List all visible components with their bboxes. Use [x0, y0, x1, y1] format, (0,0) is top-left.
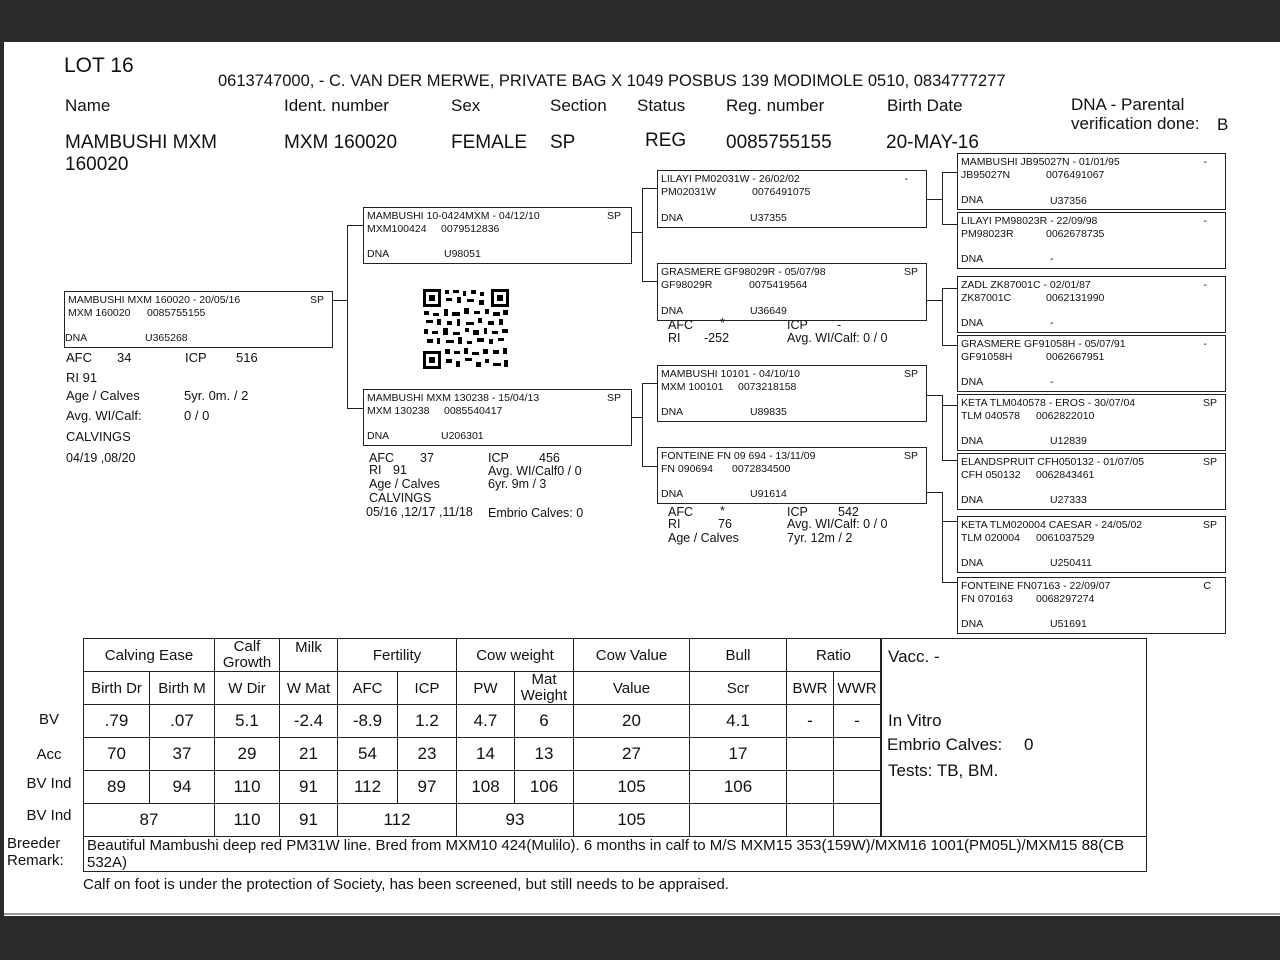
ggp-ident: ZK87001C — [961, 292, 1012, 304]
acc-cell: 29 — [215, 738, 280, 771]
acc-cell: 17 — [690, 738, 787, 771]
row-label-bvind: BV Ind — [26, 775, 72, 792]
acc-cell: 21 — [280, 738, 338, 771]
bvind-cell — [834, 771, 881, 804]
ggp-dna-label: DNA — [961, 194, 984, 206]
connector — [942, 224, 958, 225]
bvind-group-cell: 87 — [84, 804, 215, 837]
ggp-title: ELANDSPRUIT CFH050132 - 01/07/05 — [961, 456, 1145, 468]
grandparent-box — [657, 263, 927, 321]
dam-calvings-label: CALVINGS — [369, 491, 432, 505]
grandparent-box — [657, 365, 927, 422]
group-header: Milk — [280, 639, 338, 672]
sub-header: AFC — [338, 672, 398, 705]
acc-cell — [787, 738, 834, 771]
gp-ident: MXM 100101 — [661, 381, 724, 393]
bv-cell: 6 — [515, 705, 574, 738]
great-grandparent-box — [957, 335, 1226, 392]
group-header: Cow Value — [574, 639, 690, 672]
dam-embrio: Embrio Calves: 0 — [488, 506, 584, 520]
remark-label-1: Breeder — [7, 835, 61, 852]
acc-cell: 70 — [84, 738, 150, 771]
header-status: Status — [637, 96, 686, 115]
gp-dna-label: DNA — [661, 212, 684, 224]
subject-age: 5yr. 0m. / 2 — [184, 388, 249, 403]
sire-ident: MXM100424 — [367, 223, 427, 235]
gp2-ri-label: RI — [668, 331, 681, 345]
dam-box — [363, 389, 632, 446]
header-dna-2: verification done: — [1071, 114, 1200, 133]
calf-growth-text: Calf Growth — [222, 638, 272, 671]
ggp-ident: FN 070163 — [961, 593, 1013, 605]
gp4-afc: * — [720, 504, 725, 518]
bvind-cell: 110 — [215, 771, 280, 804]
gp-dna: U36649 — [750, 305, 787, 317]
gp-reg: 0072834500 — [732, 463, 791, 475]
gp-section: SP — [903, 266, 918, 278]
animal-sex: FEMALE — [451, 132, 528, 153]
dam-icp: 456 — [539, 451, 560, 465]
animal-reg: 0085755155 — [726, 132, 832, 153]
ggp-dna: - — [1050, 317, 1054, 329]
group-header: Calving Ease — [84, 639, 215, 672]
sub-header-row — [84, 672, 881, 705]
subject-afc: 34 — [117, 350, 132, 365]
connector — [927, 300, 943, 301]
sub-header: Birth M — [150, 672, 215, 705]
gp-reg: 0073218158 — [738, 381, 797, 393]
connector — [927, 199, 943, 200]
ggp-ident: PM98023R — [961, 228, 1014, 240]
gp-dna: U91614 — [750, 488, 787, 500]
gp2-icp: - — [837, 318, 842, 332]
dam-afc-label: AFC — [369, 451, 394, 465]
bvind-cell: 91 — [280, 771, 338, 804]
ggp-section: SP — [1202, 397, 1217, 409]
gp4-ri-label: RI — [668, 517, 681, 531]
great-grandparent-box — [957, 577, 1226, 634]
gp-title: MAMBUSHI 10101 - 04/10/10 — [661, 368, 800, 380]
row-label-bv: BV — [38, 711, 59, 728]
gp-section: - — [904, 173, 908, 185]
sire-dna-label: DNA — [367, 248, 390, 260]
ggp-dna: U37356 — [1050, 195, 1087, 207]
gp2-wi: Avg. WI/Calf: 0 / 0 — [787, 331, 888, 345]
connector — [642, 383, 658, 384]
ggp-section: - — [1203, 215, 1207, 227]
connector — [347, 225, 348, 408]
dam-ri: 91 — [393, 463, 407, 477]
animal-status: REG — [645, 130, 687, 151]
embrio-value: 0 — [1024, 735, 1034, 754]
ggp-reg: 0062678735 — [1046, 228, 1105, 240]
ggp-section: - — [1203, 279, 1207, 291]
sire-section: SP — [606, 210, 621, 222]
dna-value: B — [1217, 115, 1229, 134]
group-header: Ratio — [787, 639, 881, 672]
ggp-title: GRASMERE GF91058H - 05/07/91 — [961, 338, 1126, 350]
bvind-group-cell: 110 — [215, 804, 280, 837]
subject-afc-label: AFC — [66, 350, 92, 365]
empty-cell — [690, 804, 787, 837]
gp-title: GRASMERE GF98029R - 05/07/98 — [661, 266, 826, 278]
dam-calvings: 05/16 ,12/17 ,11/18 — [366, 505, 473, 519]
ggp-dna-label: DNA — [961, 618, 984, 630]
tests-text: Tests: TB, BM. — [888, 761, 999, 780]
ggp-dna: U250411 — [1050, 557, 1092, 569]
acc-row — [84, 738, 881, 771]
connector — [642, 188, 643, 281]
animal-name-1: MAMBUSHI MXM — [65, 132, 217, 153]
bv-cell: 4.1 — [690, 705, 787, 738]
ggp-title: KETA TLM040578 - EROS - 30/07/04 — [961, 397, 1136, 409]
animal-section: SP — [550, 132, 576, 153]
great-grandparent-box — [957, 212, 1226, 269]
bv-cell: - — [834, 705, 881, 738]
sire-dna: U98051 — [444, 248, 481, 260]
acc-cell: 37 — [150, 738, 215, 771]
sire-title: MAMBUSHI 10-0424MXM - 04/12/10 — [367, 210, 540, 222]
gp-section: SP — [903, 450, 918, 462]
breeding-values-table — [83, 638, 881, 837]
ggp-reg: 0061037529 — [1036, 532, 1095, 544]
sub-header — [515, 672, 574, 705]
header-name: Name — [65, 96, 111, 115]
row-label-acc: Acc — [36, 746, 62, 763]
animal-birth: 20-MAY-16 — [886, 132, 979, 153]
ggp-dna-label: DNA — [961, 317, 984, 329]
owner-line: 0613747000, - C. VAN DER MERWE, PRIVATE BAG X 1049 POSBUS 139 MODIMOLE 0510, 0834777277 — [218, 72, 1006, 90]
ggp-dna-label: DNA — [961, 494, 984, 506]
row-label-bvind-2: BV Ind — [26, 807, 72, 824]
empty-cell — [834, 804, 881, 837]
subject-calvings-label: CALVINGS — [66, 429, 131, 444]
mat-weight-text: Mat Weight — [520, 671, 568, 704]
subject-ri: RI 91 — [66, 370, 98, 385]
acc-cell: 54 — [338, 738, 398, 771]
gp-ident: PM02031W — [661, 186, 716, 198]
great-grandparent-box — [957, 153, 1226, 210]
embrio-label: Embrio Calves: — [887, 735, 1003, 754]
footnote: Calf on foot is under the protection of Society, has been screened, but still needs to be appraised. — [83, 876, 729, 893]
dam-section: SP — [606, 392, 621, 404]
animal-name-2: 160020 — [65, 154, 129, 175]
ggp-section: - — [1203, 338, 1207, 350]
page-divider — [4, 913, 1280, 915]
bvind-cell: 105 — [574, 771, 690, 804]
gp4-wi: Avg. WI/Calf: 0 / 0 — [787, 517, 888, 531]
ggp-ident: TLM 020004 — [961, 532, 1020, 544]
connector — [942, 345, 958, 346]
bv-cell: 4.7 — [457, 705, 515, 738]
vacc-title: Vacc. - — [888, 647, 940, 666]
great-grandparent-box — [957, 453, 1226, 510]
gp4-afc-label: AFC — [668, 505, 693, 519]
bv-cell: -8.9 — [338, 705, 398, 738]
gp4-icp: 542 — [838, 505, 859, 519]
ggp-ident: CFH 050132 — [961, 469, 1021, 481]
connector — [942, 521, 958, 522]
dam-ident: MXM 130238 — [367, 405, 430, 417]
ggp-dna: U12839 — [1050, 435, 1087, 447]
subject-section: SP — [309, 294, 324, 306]
bv-cell: 1.2 — [398, 705, 457, 738]
dam-dna-label: DNA — [367, 430, 390, 442]
bvind-cell — [787, 771, 834, 804]
dam-age: 6yr. 9m / 3 — [488, 477, 547, 491]
bvind-group-row — [84, 804, 881, 837]
sire-box — [363, 207, 632, 264]
gp2-icp-label: ICP — [787, 318, 808, 332]
connector — [942, 172, 943, 224]
bv-cell: -2.4 — [280, 705, 338, 738]
ggp-section: - — [1203, 156, 1207, 168]
header-section: Section — [550, 96, 607, 115]
group-header: Fertility — [338, 639, 457, 672]
connector — [942, 405, 958, 406]
subject-age-label: Age / Calves — [66, 388, 140, 403]
great-grandparent-box — [957, 516, 1226, 573]
gp-ident: FN 090694 — [661, 463, 713, 475]
ggp-title: KETA TLM020004 CAESAR - 24/05/02 — [961, 519, 1143, 531]
gp-title: FONTEINE FN 09 694 - 13/11/09 — [661, 450, 816, 462]
qr-code-icon — [422, 288, 510, 370]
subject-reg: 0085755155 — [147, 307, 206, 319]
bvind-group-cell: 91 — [280, 804, 338, 837]
bv-cell: 20 — [574, 705, 690, 738]
connector — [942, 288, 943, 345]
connector — [347, 408, 363, 409]
bvind-cell: 106 — [690, 771, 787, 804]
gp-title: LILAYI PM02031W - 26/02/02 — [661, 173, 800, 185]
bv-cell: .79 — [84, 705, 150, 738]
great-grandparent-box — [957, 394, 1226, 451]
bvind-group-cell: 93 — [457, 804, 574, 837]
connector — [332, 300, 348, 301]
bvind-cell: 97 — [398, 771, 457, 804]
dam-dna: U206301 — [441, 430, 484, 442]
breeder-remark: Beautiful Mambushi deep red PM31W line. Bred from MXM10 424(Mulilo). 6 months in calf to M/S MXM15 353(159W)/MXM16 1001(PM05L)/MXM15 88(CB 532A) — [83, 836, 1147, 872]
connector — [942, 288, 958, 289]
header-sex: Sex — [451, 96, 481, 115]
dam-afc: 37 — [420, 451, 434, 465]
bvind-cell: 89 — [84, 771, 150, 804]
ggp-dna: U51691 — [1050, 618, 1087, 630]
connector — [942, 582, 958, 583]
ggp-ident: TLM 040578 — [961, 410, 1020, 422]
gp2-ri: -252 — [704, 331, 730, 345]
group-header-row — [84, 639, 881, 672]
ggp-title: LILAYI PM98023R - 22/09/98 — [961, 215, 1098, 227]
ggp-ident: GF91058H — [961, 351, 1013, 363]
gp-reg: 0075419564 — [749, 279, 808, 291]
connector — [347, 225, 363, 226]
bvind-cell: 112 — [338, 771, 398, 804]
sire-reg: 0079512836 — [441, 223, 500, 235]
dam-icp-label: ICP — [488, 451, 509, 465]
bv-cell: - — [787, 705, 834, 738]
grandparent-box — [657, 170, 927, 228]
ggp-dna-label: DNA — [961, 253, 984, 265]
ggp-section: C — [1203, 580, 1211, 592]
bvind-cell: 106 — [515, 771, 574, 804]
bvind-group-cell: 112 — [338, 804, 457, 837]
group-header: Bull — [690, 639, 787, 672]
ggp-reg: 0062667951 — [1046, 351, 1105, 363]
dam-title: MAMBUSHI MXM 130238 - 15/04/13 — [367, 392, 540, 404]
connector — [642, 281, 658, 282]
sub-header: ICP — [398, 672, 457, 705]
ggp-dna-label: DNA — [961, 435, 984, 447]
subject-dna: U365268 — [145, 332, 188, 344]
connector — [642, 383, 643, 466]
subject-ident: MXM 160020 — [68, 307, 131, 319]
connector — [642, 466, 658, 467]
ggp-reg: 0076491067 — [1046, 169, 1105, 181]
remark-label-2: Remark: — [7, 852, 64, 869]
acc-cell: 13 — [515, 738, 574, 771]
gp-dna-label: DNA — [661, 488, 684, 500]
subject-dna-label: DNA — [65, 332, 88, 344]
empty-cell — [787, 804, 834, 837]
gp-dna-label: DNA — [661, 305, 684, 317]
bvind-group-cell: 105 — [574, 804, 690, 837]
acc-cell — [834, 738, 881, 771]
gp-dna: U89835 — [750, 406, 787, 418]
ggp-dna: - — [1050, 253, 1054, 265]
acc-cell: 27 — [574, 738, 690, 771]
sub-header: Birth Dr — [84, 672, 150, 705]
sub-header: Value — [574, 672, 690, 705]
gp-reg: 0076491075 — [752, 186, 811, 198]
ggp-reg: 0062131990 — [1046, 292, 1105, 304]
group-header: Cow weight — [457, 639, 574, 672]
ggp-dna: U27333 — [1050, 494, 1087, 506]
gp4-age: 7yr. 12m / 2 — [787, 531, 853, 545]
group-header — [215, 639, 280, 672]
subject-icp: 516 — [236, 350, 258, 365]
gp-ident: GF98029R — [661, 279, 713, 291]
dam-wi: Avg. WI/Calf0 / 0 — [488, 464, 582, 478]
ggp-dna-label: DNA — [961, 557, 984, 569]
bvind-row — [84, 771, 881, 804]
vaccination-panel — [881, 638, 1147, 837]
subject-title: MAMBUSHI MXM 160020 - 20/05/16 — [68, 294, 241, 306]
dam-ri-label: RI — [369, 463, 382, 477]
gp-section: SP — [903, 368, 918, 380]
connector — [942, 460, 958, 461]
header-birth: Birth Date — [887, 96, 963, 115]
acc-cell: 23 — [398, 738, 457, 771]
gp4-ri: 76 — [718, 517, 732, 531]
subject-calvings: 04/19 ,08/20 — [66, 451, 136, 465]
dam-reg: 0085540417 — [444, 405, 503, 417]
gp4-age-label: Age / Calves — [668, 531, 739, 545]
bvind-cell: 94 — [150, 771, 215, 804]
acc-cell: 14 — [457, 738, 515, 771]
connector — [942, 172, 958, 173]
ggp-dna: - — [1050, 376, 1054, 388]
great-grandparent-box — [957, 276, 1226, 333]
sub-header: PW — [457, 672, 515, 705]
invitro-label: In Vitro — [888, 711, 942, 730]
connector — [927, 395, 943, 396]
ggp-title: MAMBUSHI JB95027N - 01/01/95 — [961, 156, 1120, 168]
subject-wi-label: Avg. WI/Calf: — [66, 408, 142, 423]
gp-dna-label: DNA — [661, 406, 684, 418]
gp2-afc: * — [720, 316, 725, 330]
header-reg: Reg. number — [726, 96, 825, 115]
header-ident: Ident. number — [284, 96, 389, 115]
sub-header: Scr — [690, 672, 787, 705]
gp-dna: U37355 — [750, 212, 787, 224]
bv-cell: 5.1 — [215, 705, 280, 738]
connector — [942, 492, 943, 582]
header-dna-1: DNA - Parental — [1071, 95, 1185, 114]
animal-ident: MXM 160020 — [284, 132, 398, 153]
ggp-section: SP — [1202, 456, 1217, 468]
subject-box — [64, 291, 333, 348]
grandparent-box — [657, 447, 927, 504]
ggp-reg: 0062843461 — [1036, 469, 1095, 481]
connector — [642, 188, 658, 189]
connector — [927, 492, 943, 493]
ggp-reg: 0068297274 — [1036, 593, 1095, 605]
bvind-cell: 108 — [457, 771, 515, 804]
ggp-title: FONTEINE FN07163 - 22/09/07 — [961, 580, 1111, 592]
ggp-ident: JB95027N — [961, 169, 1011, 181]
gp4-icp-label: ICP — [787, 505, 808, 519]
dam-age-label: Age / Calves — [369, 477, 440, 491]
ggp-reg: 0062822010 — [1036, 410, 1095, 422]
subject-icp-label: ICP — [185, 350, 207, 365]
gp2-afc-label: AFC — [668, 318, 693, 332]
sub-header: W Dir — [215, 672, 280, 705]
sub-header: W Mat — [280, 672, 338, 705]
ggp-section: SP — [1202, 519, 1217, 531]
ggp-title: ZADL ZK87001C - 02/01/87 — [961, 279, 1091, 291]
ggp-dna-label: DNA — [961, 376, 984, 388]
bv-row — [84, 705, 881, 738]
lot-number: LOT 16 — [64, 54, 134, 77]
sub-header: WWR — [834, 672, 881, 705]
sub-header: BWR — [787, 672, 834, 705]
bv-cell: .07 — [150, 705, 215, 738]
subject-wi: 0 / 0 — [184, 408, 210, 423]
